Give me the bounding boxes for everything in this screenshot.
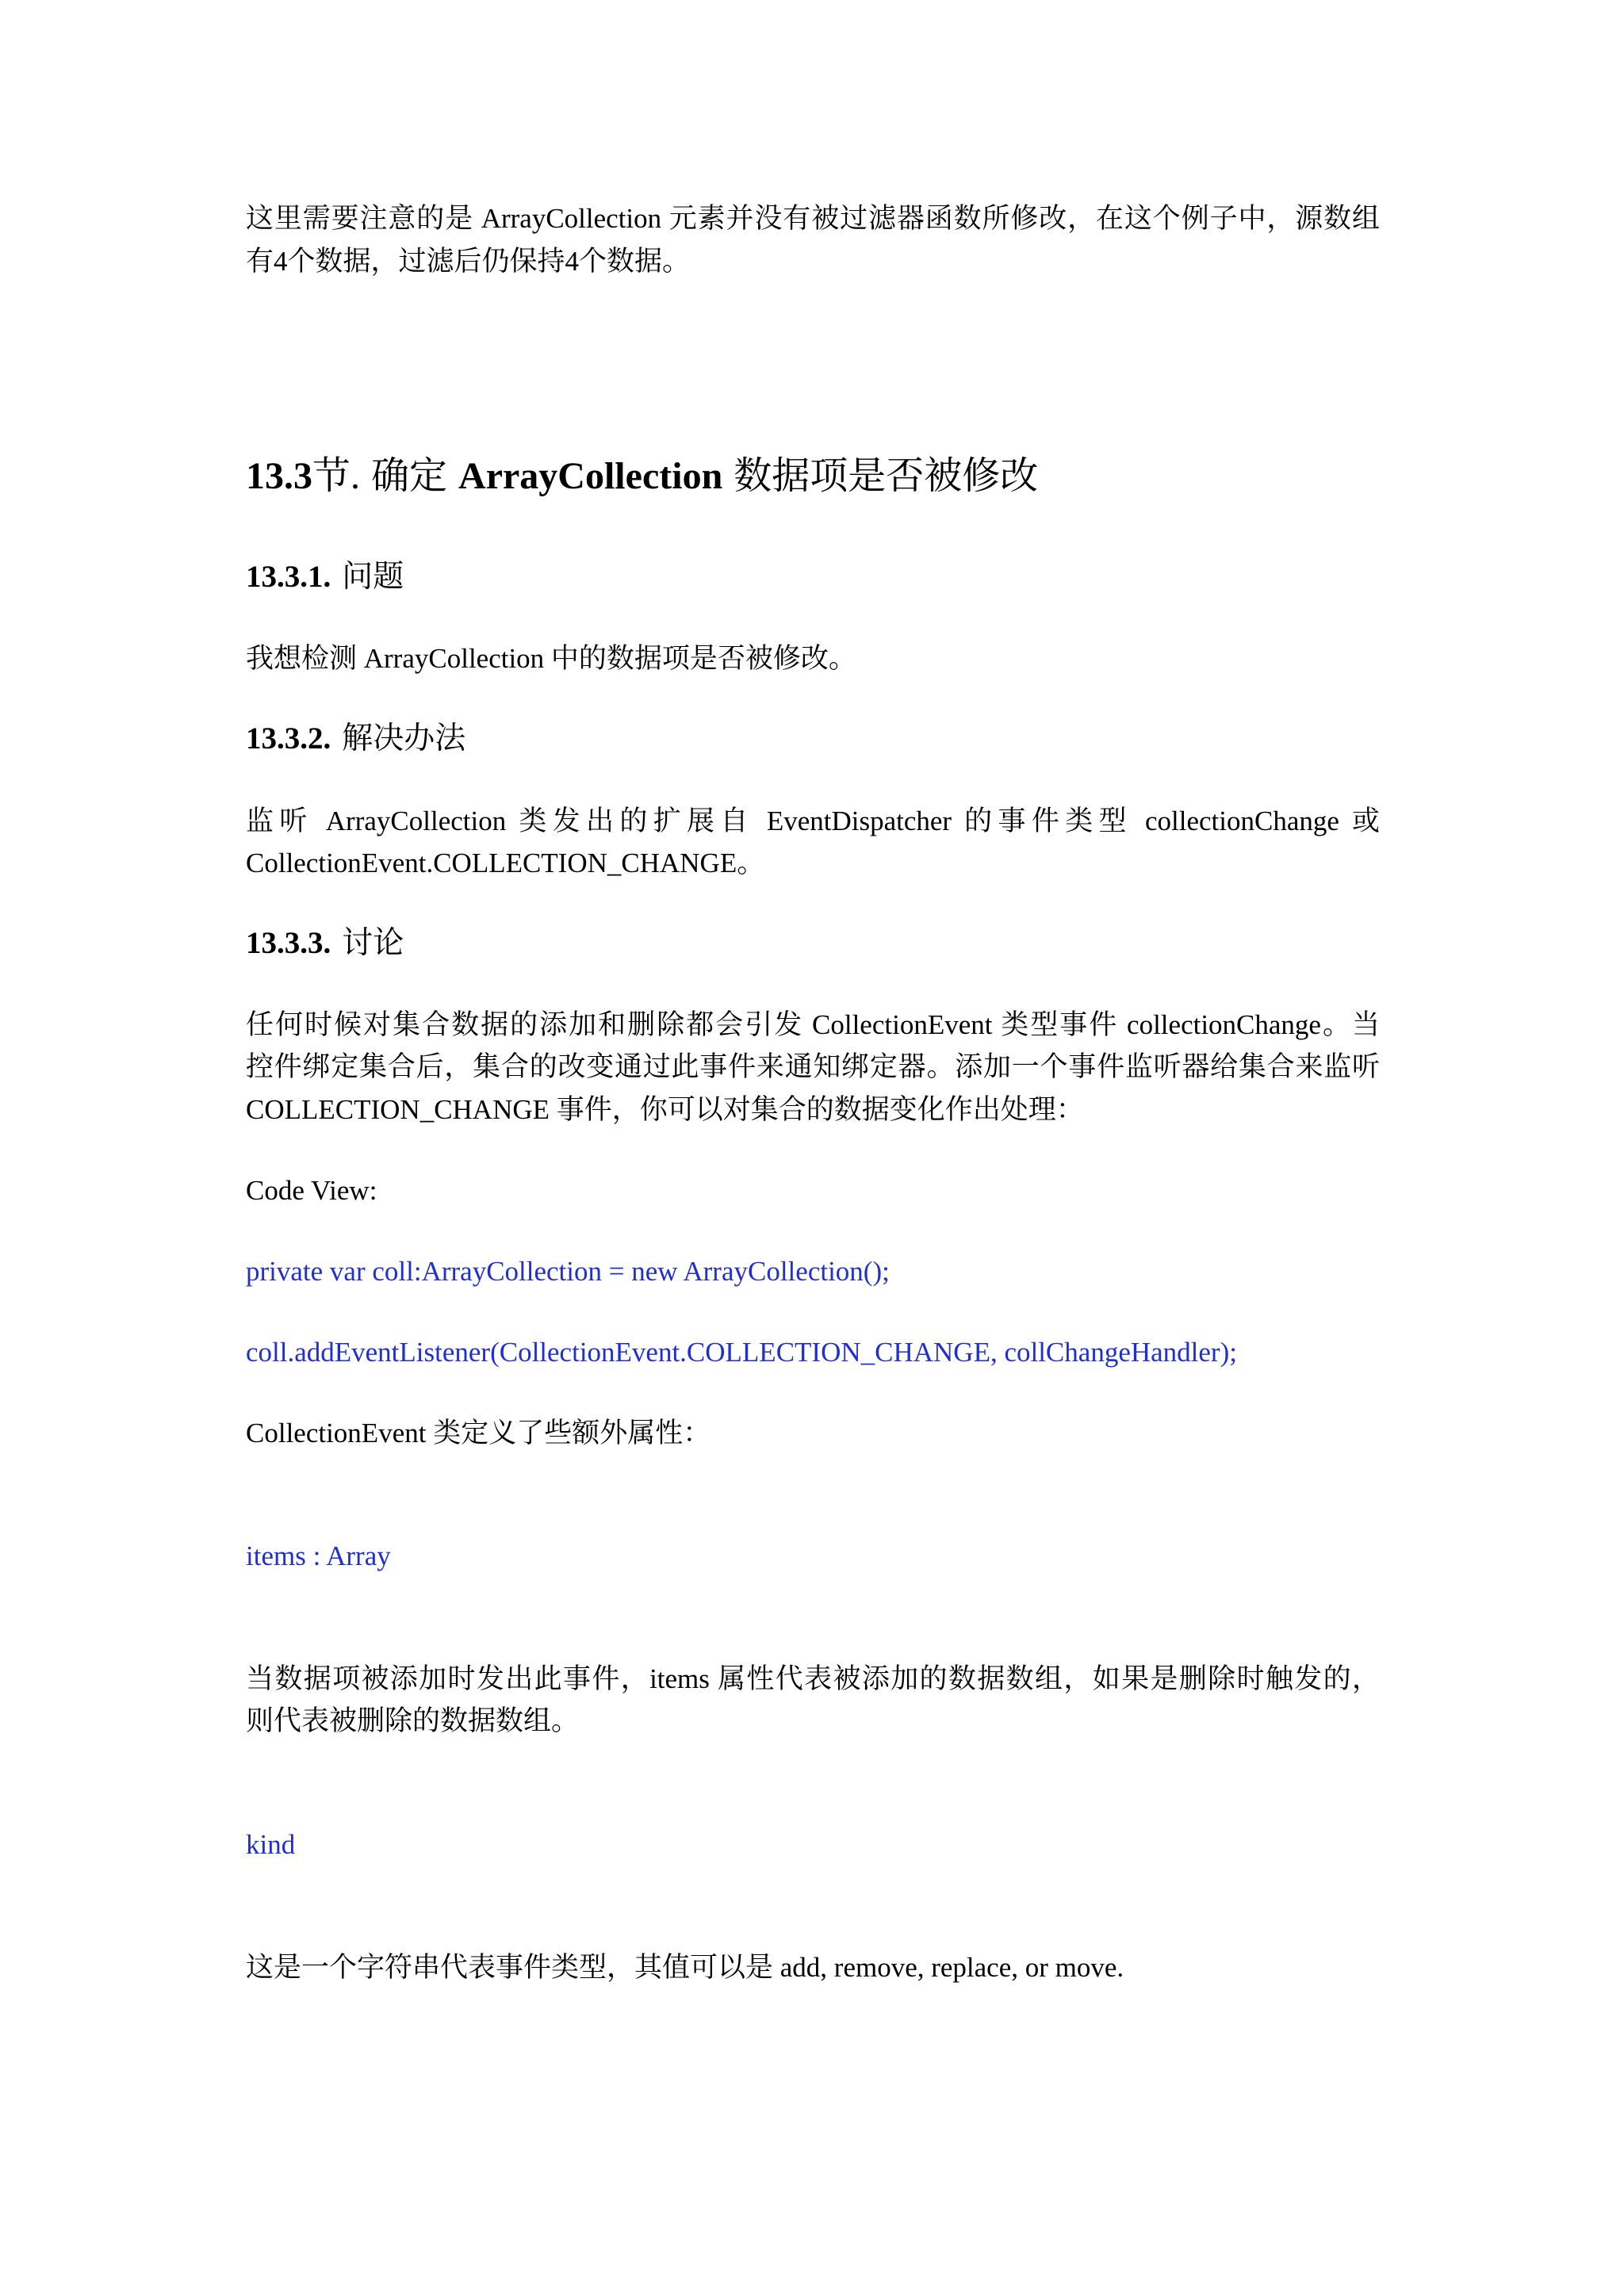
section-title-bold: ArrayCollection [458, 455, 723, 497]
items-property-name: items : Array [246, 1540, 391, 1571]
code-view-label: Code View: [246, 1175, 377, 1206]
intro-line-1: 这里需要注意的是 ArrayCollection 元素并没有被过滤器函数所修改，在这个例子中，源数组 [246, 203, 1380, 234]
solution-line-2: CollectionEvent.COLLECTION_CHANGE。 [246, 848, 765, 878]
section-title-post: 数据项是否被修改 [733, 455, 1039, 497]
solution-number: 13.3.2. [246, 721, 331, 756]
solution-heading [246, 718, 1380, 760]
section-heading [246, 453, 1380, 500]
discussion-heading [246, 922, 1380, 965]
items-description-line-1: 当数据项被添加时发出此事件，items 属性代表被添加的数据数组，如果是删除时触发的， [246, 1663, 1380, 1694]
problem-text: 我想检测 ArrayCollection 中的数据项是否被修改。 [246, 643, 856, 674]
section-suffix: 节. [312, 455, 361, 497]
intro-line-2: 有4个数据，过滤后仍保持4个数据。 [246, 246, 691, 277]
section-title-pre: 确定 [371, 455, 448, 497]
solution-line-1: 监听 ArrayCollection 类发出的扩展自 EventDispatcher 的事件类型 collectionChange 或 [246, 806, 1380, 836]
items-description-line-2: 则代表被删除的数据数组。 [246, 1705, 580, 1736]
section-number: 13.3 [246, 455, 312, 497]
code-line-2: coll.addEventListener(CollectionEvent.COLLECTION_CHANGE, collChangeHandler); [246, 1337, 1237, 1368]
problem-number: 13.3.1. [246, 560, 331, 594]
kind-description: 这是一个字符串代表事件类型，其值可以是 add, remove, replace, or move. [246, 1952, 1124, 1983]
code-line-1: private var coll:ArrayCollection = new ArrayCollection(); [246, 1256, 890, 1287]
discussion-line-2: 控件绑定集合后，集合的改变通过此事件来通知绑定器。添加一个事件监听器给集合来监听 [246, 1051, 1380, 1082]
discussion-line-3: COLLECTION_CHANGE 事件，你可以对集合的数据变化作出处理： [246, 1094, 1084, 1125]
discussion-title: 讨论 [342, 926, 404, 960]
discussion-number: 13.3.3. [246, 926, 331, 960]
discussion-line-1: 任何时候对集合数据的添加和删除都会引发 CollectionEvent 类型事件 collectionChange。当 [246, 1009, 1380, 1040]
kind-property-name: kind [246, 1829, 296, 1860]
problem-title: 问题 [342, 560, 404, 594]
properties-intro: CollectionEvent 类定义了些额外属性： [246, 1418, 711, 1448]
problem-heading [246, 556, 1380, 599]
solution-title: 解决办法 [342, 721, 466, 756]
